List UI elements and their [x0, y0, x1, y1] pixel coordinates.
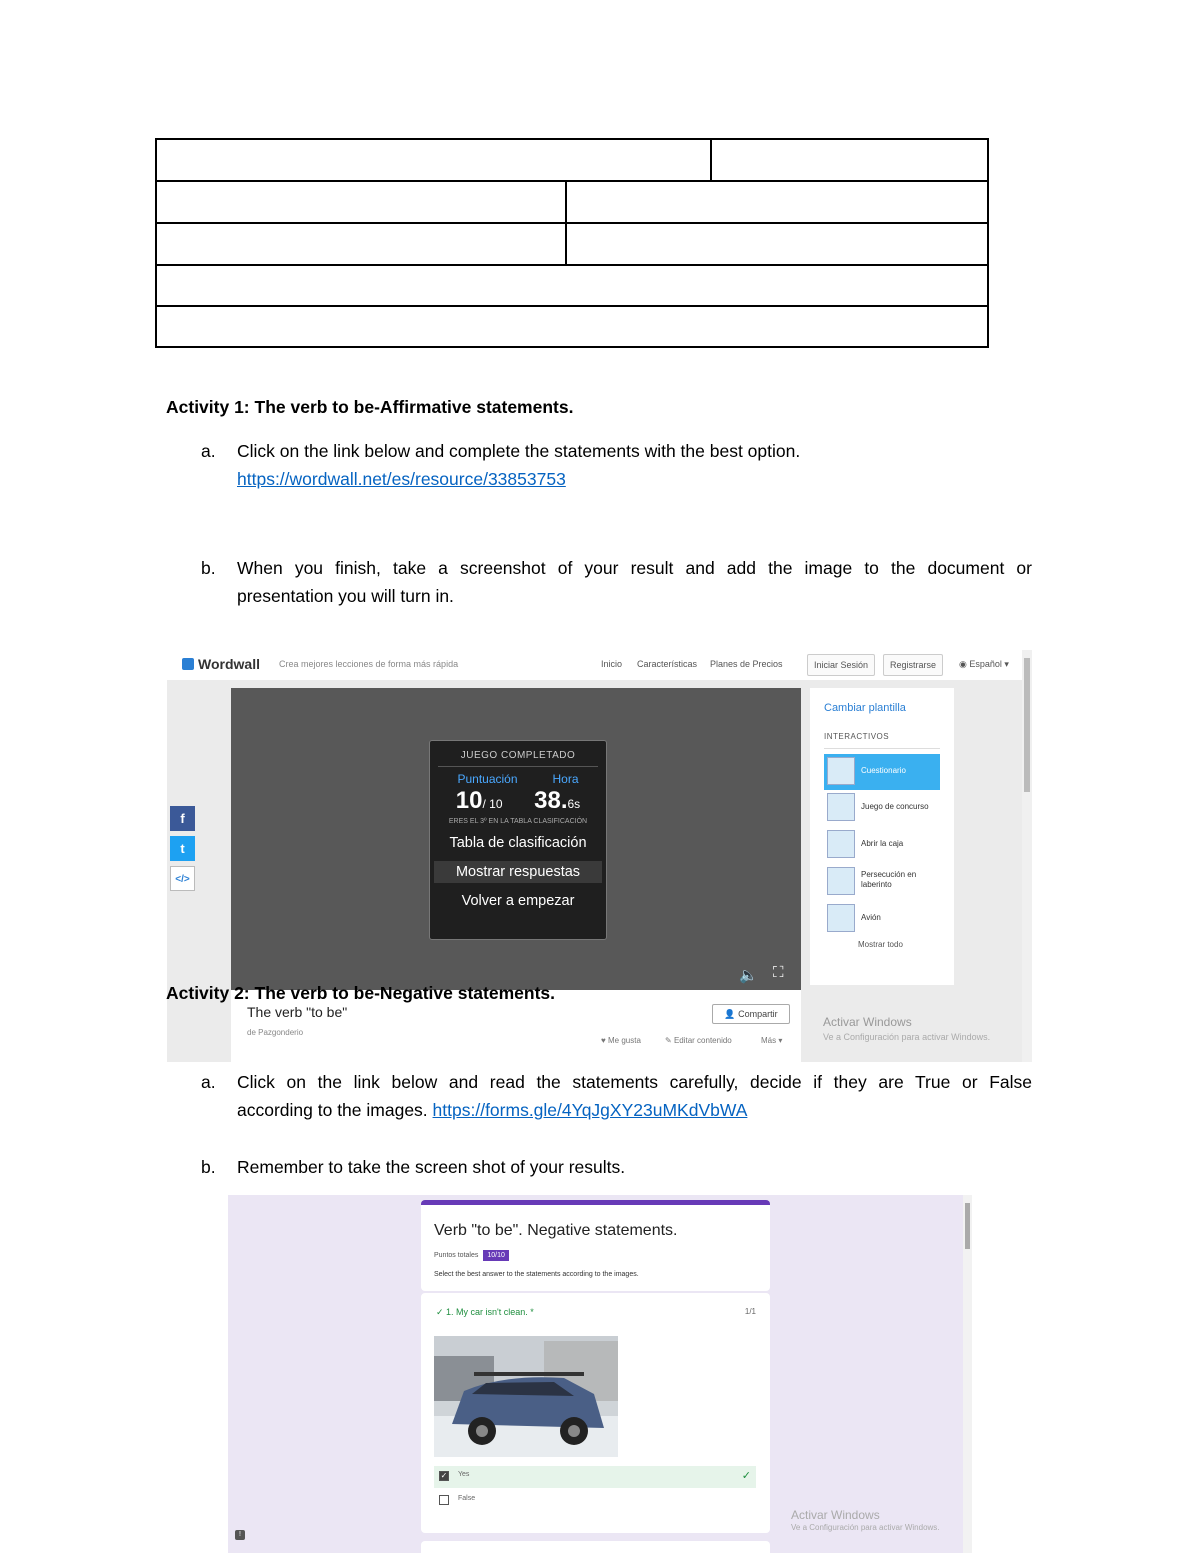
scrollbar-thumb[interactable] — [1024, 658, 1030, 792]
template-label: Avión — [861, 913, 881, 922]
template-label: Persecución en laberinto — [861, 870, 917, 889]
result-header: JUEGO COMPLETADO — [460, 750, 576, 761]
next-question-card — [421, 1541, 770, 1553]
wordwall-link[interactable]: https://wordwall.net/es/resource/33853753 — [237, 469, 566, 489]
pencil-icon: ✎ — [665, 1036, 674, 1045]
twitter-share-icon[interactable]: t — [170, 836, 195, 861]
activate-windows-title: Activar Windows — [823, 1015, 912, 1029]
sound-icon[interactable]: 🔈 — [739, 967, 758, 984]
template-gameshow[interactable] — [824, 790, 940, 826]
table-col-divider — [710, 140, 712, 181]
edit-content-button[interactable] — [665, 1036, 732, 1045]
question-points: 1/1 — [744, 1307, 756, 1316]
activate-windows-sub: Ve a Configuración para activar Windows. — [791, 1523, 940, 1532]
heart-icon: ♥ — [601, 1036, 608, 1045]
more-button[interactable] — [761, 1036, 782, 1045]
template-maze-chase[interactable] — [824, 864, 940, 900]
activity-author[interactable]: de Pazgonderio — [247, 1028, 304, 1037]
gameshow-thumbnail-icon — [827, 793, 855, 821]
activity1-item-b-line1: When you finish, take a screenshot of your result and add the image to the document or — [237, 558, 1032, 578]
table-row-divider — [157, 305, 987, 307]
interactive-section-label: INTERACTIVOS — [824, 732, 890, 741]
google-forms-screenshot — [228, 1195, 972, 1553]
show-all-link[interactable]: Mostrar todo — [858, 940, 903, 949]
wordwall-logo-icon — [182, 658, 194, 670]
time-value — [534, 787, 580, 815]
activity2-heading: Activity 2: The verb to be-Negative statements. — [166, 983, 555, 1003]
result-panel — [429, 740, 607, 940]
google-forms-link[interactable]: https://forms.gle/4YqJgXY23uMKdVbWA — [432, 1100, 748, 1120]
template-label: Juego de concurso — [861, 802, 929, 811]
form-header-card — [421, 1200, 770, 1291]
template-sidebar — [810, 688, 954, 985]
list-marker: a. — [201, 1072, 216, 1092]
wordwall-logo[interactable] — [182, 656, 260, 672]
chevron-down-icon: ▾ — [776, 1036, 783, 1045]
score-number: 10 — [455, 787, 483, 814]
activity-title: The verb "to be" — [247, 1004, 348, 1020]
sidebar-divider — [824, 748, 940, 749]
checkbox-empty-icon[interactable] — [439, 1495, 449, 1505]
fullscreen-icon[interactable]: ⛶ — [773, 964, 784, 981]
scrollbar[interactable] — [1022, 650, 1032, 1062]
list-marker: b. — [201, 1157, 216, 1177]
total-points-label: Puntos totales — [434, 1252, 479, 1259]
form-description: Select the best answer to the statements according to the images. — [434, 1271, 639, 1278]
like-label: Me gusta — [607, 1036, 641, 1045]
table-col-divider — [565, 180, 567, 265]
person-icon: 👤 — [724, 1009, 739, 1019]
scrollbar[interactable] — [963, 1195, 972, 1553]
form-score-row — [434, 1250, 509, 1261]
correct-check-icon: ✓ — [741, 1470, 751, 1482]
language-select[interactable] — [959, 659, 1009, 670]
template-open-box[interactable] — [824, 827, 940, 863]
activity1-item-a: Click on the link below and complete the statements with the best option. — [237, 441, 801, 461]
table-row-divider — [157, 180, 987, 182]
box-thumbnail-icon — [827, 830, 855, 858]
chevron-down-icon: ▾ — [1001, 659, 1009, 669]
question-title — [436, 1307, 534, 1318]
facebook-share-icon[interactable]: f — [170, 806, 195, 831]
maze-thumbnail-icon — [827, 867, 855, 895]
time-number: 38. — [534, 787, 568, 814]
restart-button[interactable]: Volver a empezar — [461, 893, 575, 909]
leaderboard-button[interactable]: Tabla de clasificación — [449, 835, 587, 851]
result-divider — [438, 766, 598, 767]
score-value — [456, 787, 503, 815]
language-label: Español — [969, 659, 1002, 669]
activate-windows-title: Activar Windows — [791, 1508, 880, 1522]
question-card — [421, 1293, 770, 1533]
nav-link-inicio[interactable]: Inicio — [601, 659, 623, 669]
rank-text: ERES EL 3º EN LA TABLA CLASIFICACIÓN — [448, 818, 588, 825]
game-area — [231, 688, 801, 990]
nav-link-pricing[interactable]: Planes de Precios — [710, 659, 783, 669]
activate-windows-sub: Ve a Configuración para activar Windows. — [823, 1032, 991, 1042]
login-button[interactable]: Iniciar Sesión — [807, 654, 875, 676]
show-answers-button[interactable]: Mostrar respuestas — [434, 861, 602, 883]
question-text: 1. My car isn't clean. * — [446, 1307, 534, 1317]
time-suffix: 6s — [567, 797, 581, 811]
scrollbar-thumb[interactable] — [965, 1203, 970, 1249]
activity1-heading: Activity 1: The verb to be-Affirmative statements. — [166, 397, 574, 417]
share-label: Compartir — [738, 1009, 778, 1019]
option-yes[interactable] — [434, 1466, 756, 1488]
globe-icon: ◉ — [959, 659, 970, 669]
option-false[interactable] — [434, 1490, 756, 1512]
like-button[interactable] — [601, 1036, 641, 1045]
register-button[interactable]: Registrarse — [883, 654, 943, 676]
activity2-item-a-line1: Click on the link below and read the statements carefully, decide if they are True or False — [237, 1072, 1032, 1092]
share-button[interactable] — [712, 1004, 790, 1024]
table-row-divider — [157, 222, 987, 224]
score-badge: 10/10 — [483, 1250, 509, 1261]
quiz-thumbnail-icon — [827, 757, 855, 785]
list-marker: a. — [201, 441, 216, 461]
score-label: Puntuación — [457, 772, 518, 786]
header-table — [155, 138, 989, 348]
template-quiz[interactable] — [824, 754, 940, 790]
score-total: / 10 — [482, 797, 503, 811]
option-label: Yes — [458, 1471, 470, 1478]
option-label: False — [458, 1495, 476, 1502]
wordwall-topbar — [167, 650, 1032, 680]
checkbox-checked-icon[interactable]: ✓ — [440, 1471, 448, 1480]
wordwall-logo-text: Wordwall — [198, 656, 260, 672]
form-title: Verb "to be". Negative statements. — [434, 1222, 678, 1239]
activity2-item-a-line2 — [237, 1096, 747, 1124]
template-label: Cuestionario — [861, 766, 906, 775]
template-label: Abrir la caja — [861, 839, 904, 848]
activity2-item-a-text: according to the images. — [237, 1100, 428, 1120]
table-row-divider — [157, 264, 987, 266]
check-icon: ✓ — [436, 1307, 447, 1317]
wordwall-tagline: Crea mejores lecciones de forma más rápida — [279, 659, 459, 669]
activity2-item-b: Remember to take the screen shot of your results. — [237, 1157, 626, 1177]
template-airplane[interactable] — [824, 901, 940, 937]
feedback-icon[interactable]: ! — [235, 1530, 245, 1540]
time-label: Hora — [552, 772, 579, 786]
embed-code-icon[interactable]: </> — [170, 866, 195, 891]
airplane-thumbnail-icon — [827, 904, 855, 932]
car-photo — [434, 1336, 618, 1457]
activity1-item-b-line2: presentation you will turn in. — [237, 586, 454, 606]
list-marker: b. — [201, 558, 216, 578]
change-template-link[interactable]: Cambiar plantilla — [824, 702, 906, 714]
more-label: Más — [761, 1036, 777, 1045]
edit-label: Editar contenido — [673, 1036, 732, 1045]
nav-link-features[interactable]: Características — [637, 659, 698, 669]
